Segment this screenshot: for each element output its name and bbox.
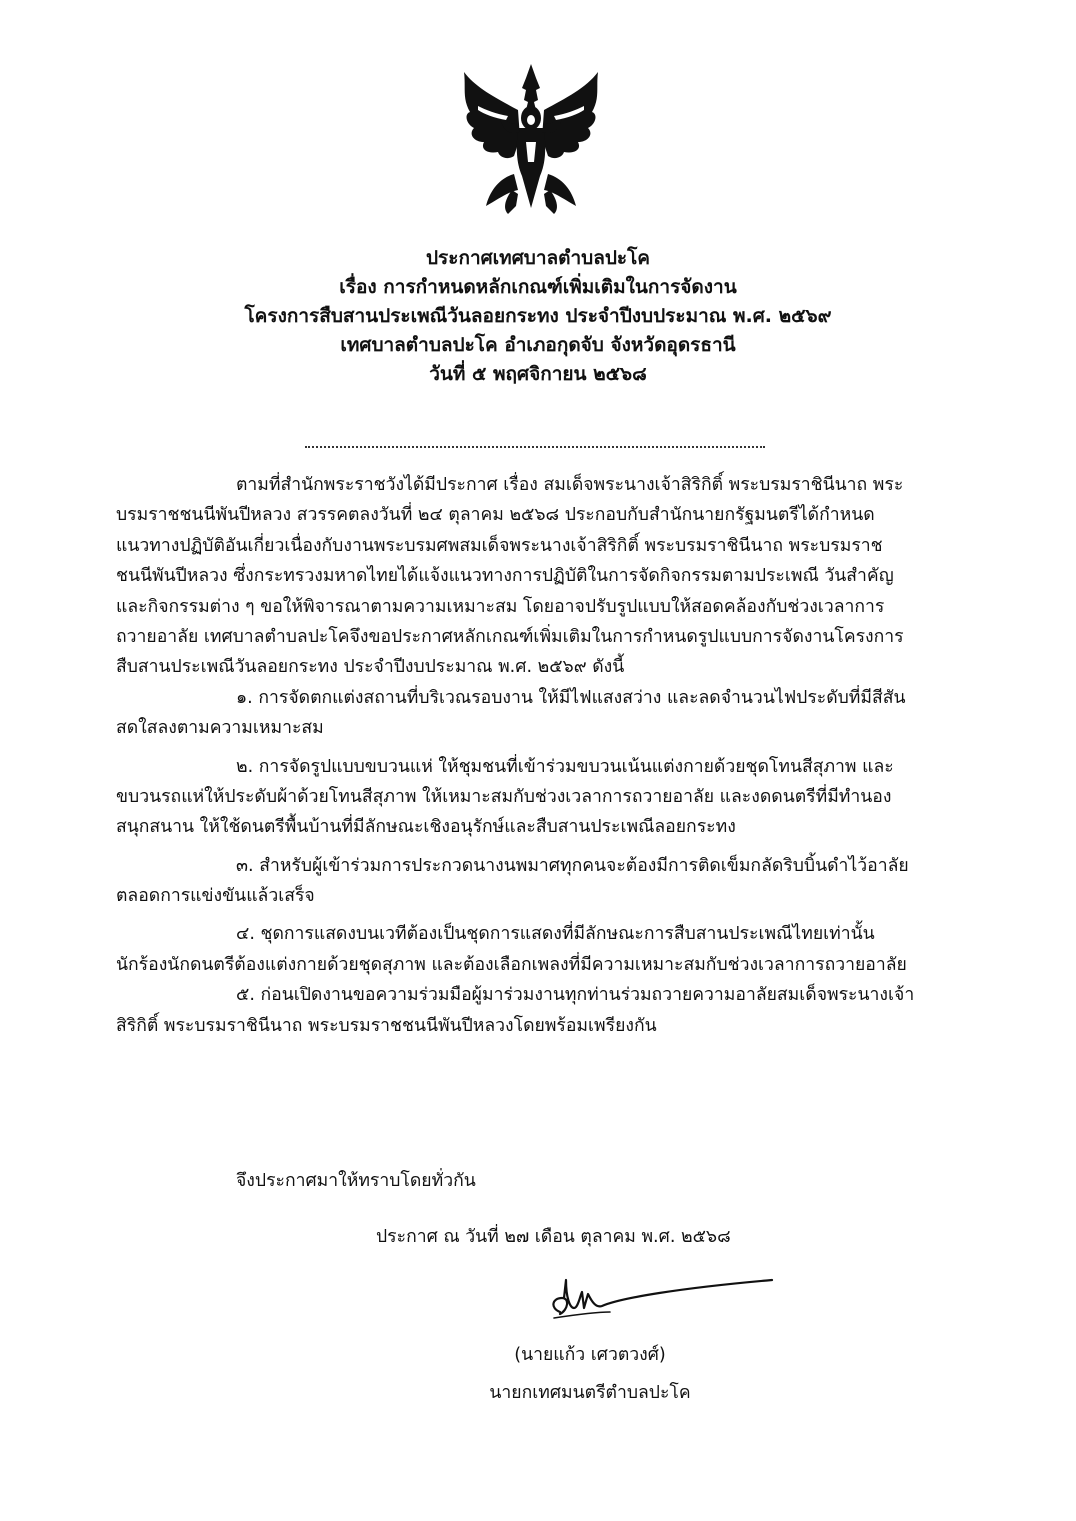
intro-line: ชนนีพันปีหลวง ซึ่งกระทรวงมหาดไทยได้แจ้งแนวทางการปฏิบัติในการจัดกิจกรรมตามประเพณี วันสำคัญ — [116, 566, 894, 587]
item-1-line: ๑. การจัดตกแต่งสถานที่บริเวณรอบงาน ให้มีไฟแสงสว่าง และลดจำนวนไฟประดับที่มีสีสัน — [236, 687, 906, 708]
announcement-header — [150, 244, 926, 389]
closing-statement: จึงประกาศมาให้ทราบโดยทั่วกัน — [236, 1171, 476, 1191]
item-4-line: ๔. ชุดการแสดงบนเวทีต้องเป็นชุดการแสดงที่มีลักษณะการสืบสานประเพณีไทยเท่านั้น — [236, 924, 875, 945]
item-3-line: ตลอดการแข่งขันแล้วเสร็จ — [116, 886, 315, 907]
garuda-emblem-icon — [456, 58, 606, 218]
announcement-body — [116, 470, 938, 1041]
handwritten-signature — [540, 1268, 780, 1328]
item-5-line: สิริกิติ์ พระบรมราชินีนาถ พระบรมราชชนนีพันปีหลวงโดยพร้อมเพรียงกัน — [116, 1015, 657, 1036]
subject-line: เรื่อง การกำหนดหลักเกณฑ์เพิ่มเติมในการจัดงาน — [339, 276, 737, 298]
intro-line: ถวายอาลัย เทศบาลตำบลปะโคจึงขอประกาศหลักเกณฑ์เพิ่มเติมในการกำหนดรูปแบบการจัดงานโครงการ — [116, 626, 904, 647]
intro-line: แนวทางปฏิบัติอันเกี่ยวเนื่องกับงานพระบรมศพสมเด็จพระนางเจ้าสิริกิติ์ พระบรมราชินีนาถ พระบรมราช — [116, 535, 883, 556]
item-4-line: นักร้องนักดนตรีต้องแต่งกายด้วยชุดสุภาพ และต้องเลือกเพลงที่มีความเหมาะสมกับช่วงเวลาการถวายอาลัย — [116, 954, 907, 975]
item-2-line: ๒. การจัดรูปแบบขบวนแห่ ให้ชุมชนที่เข้าร่วมขบวนเน้นแต่งกายด้วยชุดโทนสีสุภาพ และ — [236, 756, 894, 777]
header-date: วันที่ ๕ พฤศจิกายน ๒๕๖๘ — [429, 363, 647, 385]
intro-line: ตามที่สำนักพระราชวังได้มีประกาศ เรื่อง สมเด็จพระนางเจ้าสิริกิติ์ พระบรมราชินีนาถ พระ — [236, 475, 904, 495]
item-2-line: ขบวนรถแห่ให้ประดับผ้าด้วยโทนสีสุภาพ ให้เหมาะสมกับช่วงเวลาการถวายอาลัย และงดดนตรีที่มีทำนอง — [116, 786, 892, 807]
intro-line: และกิจกรรมต่าง ๆ ขอให้พิจารณาตามความเหมาะสม โดยอาจปรับรูปแบบให้สอดคล้องกับช่วงเวลาการ — [116, 596, 885, 617]
item-3-line: ๓. สำหรับผู้เข้าร่วมการประกวดนางนพมาศทุกคนจะต้องมีการติดเข็มกลัดริบบิ้นดำไว้อาลัย — [236, 855, 909, 876]
signer-name: (นายแก้ว เศวตวงศ์) — [514, 1345, 666, 1365]
issuer-title: ประกาศเทศบาลตำบลปะโค — [425, 247, 651, 269]
item-1-line: สดใสลงตามความเหมาะสม — [116, 718, 324, 739]
signer-title: นายกเทศมนตรีตำบลปะโค — [489, 1383, 691, 1403]
announcement-date: ประกาศ ณ วันที่ ๒๗ เดือน ตุลาคม พ.ศ. ๒๕๖๘ — [376, 1227, 731, 1247]
item-5-line: ๕. ก่อนเปิดงานขอความร่วมมือผู้มาร่วมงานทุกท่านร่วมถวายความอาลัยสมเด็จพระนางเจ้า — [236, 985, 915, 1006]
project-line: โครงการสืบสานประเพณีวันลอยกระทง ประจำปีงบประมาณ พ.ศ. ๒๕๖๙ — [244, 305, 832, 327]
item-2-line: สนุกสนาน ให้ใช้ดนตรีพื้นบ้านที่มีลักษณะเชิงอนุรักษ์และสืบสานประเพณีลอยกระทง — [116, 817, 736, 838]
location-line: เทศบาลตำบลปะโค อำเภอกุดจับ จังหวัดอุดรธานี — [340, 334, 736, 356]
header-divider — [305, 446, 765, 448]
intro-line: สืบสานประเพณีวันลอยกระทง ประจำปีงบประมาณ พ.ศ. ๒๕๖๙ ดังนี้ — [116, 657, 625, 678]
intro-line: บรมราชชนนีพันปีหลวง สวรรคตลงวันที่ ๒๔ ตุลาคม ๒๕๖๘ ประกอบกับสำนักนายกรัฐมนตรีได้กำหนด — [116, 505, 875, 526]
